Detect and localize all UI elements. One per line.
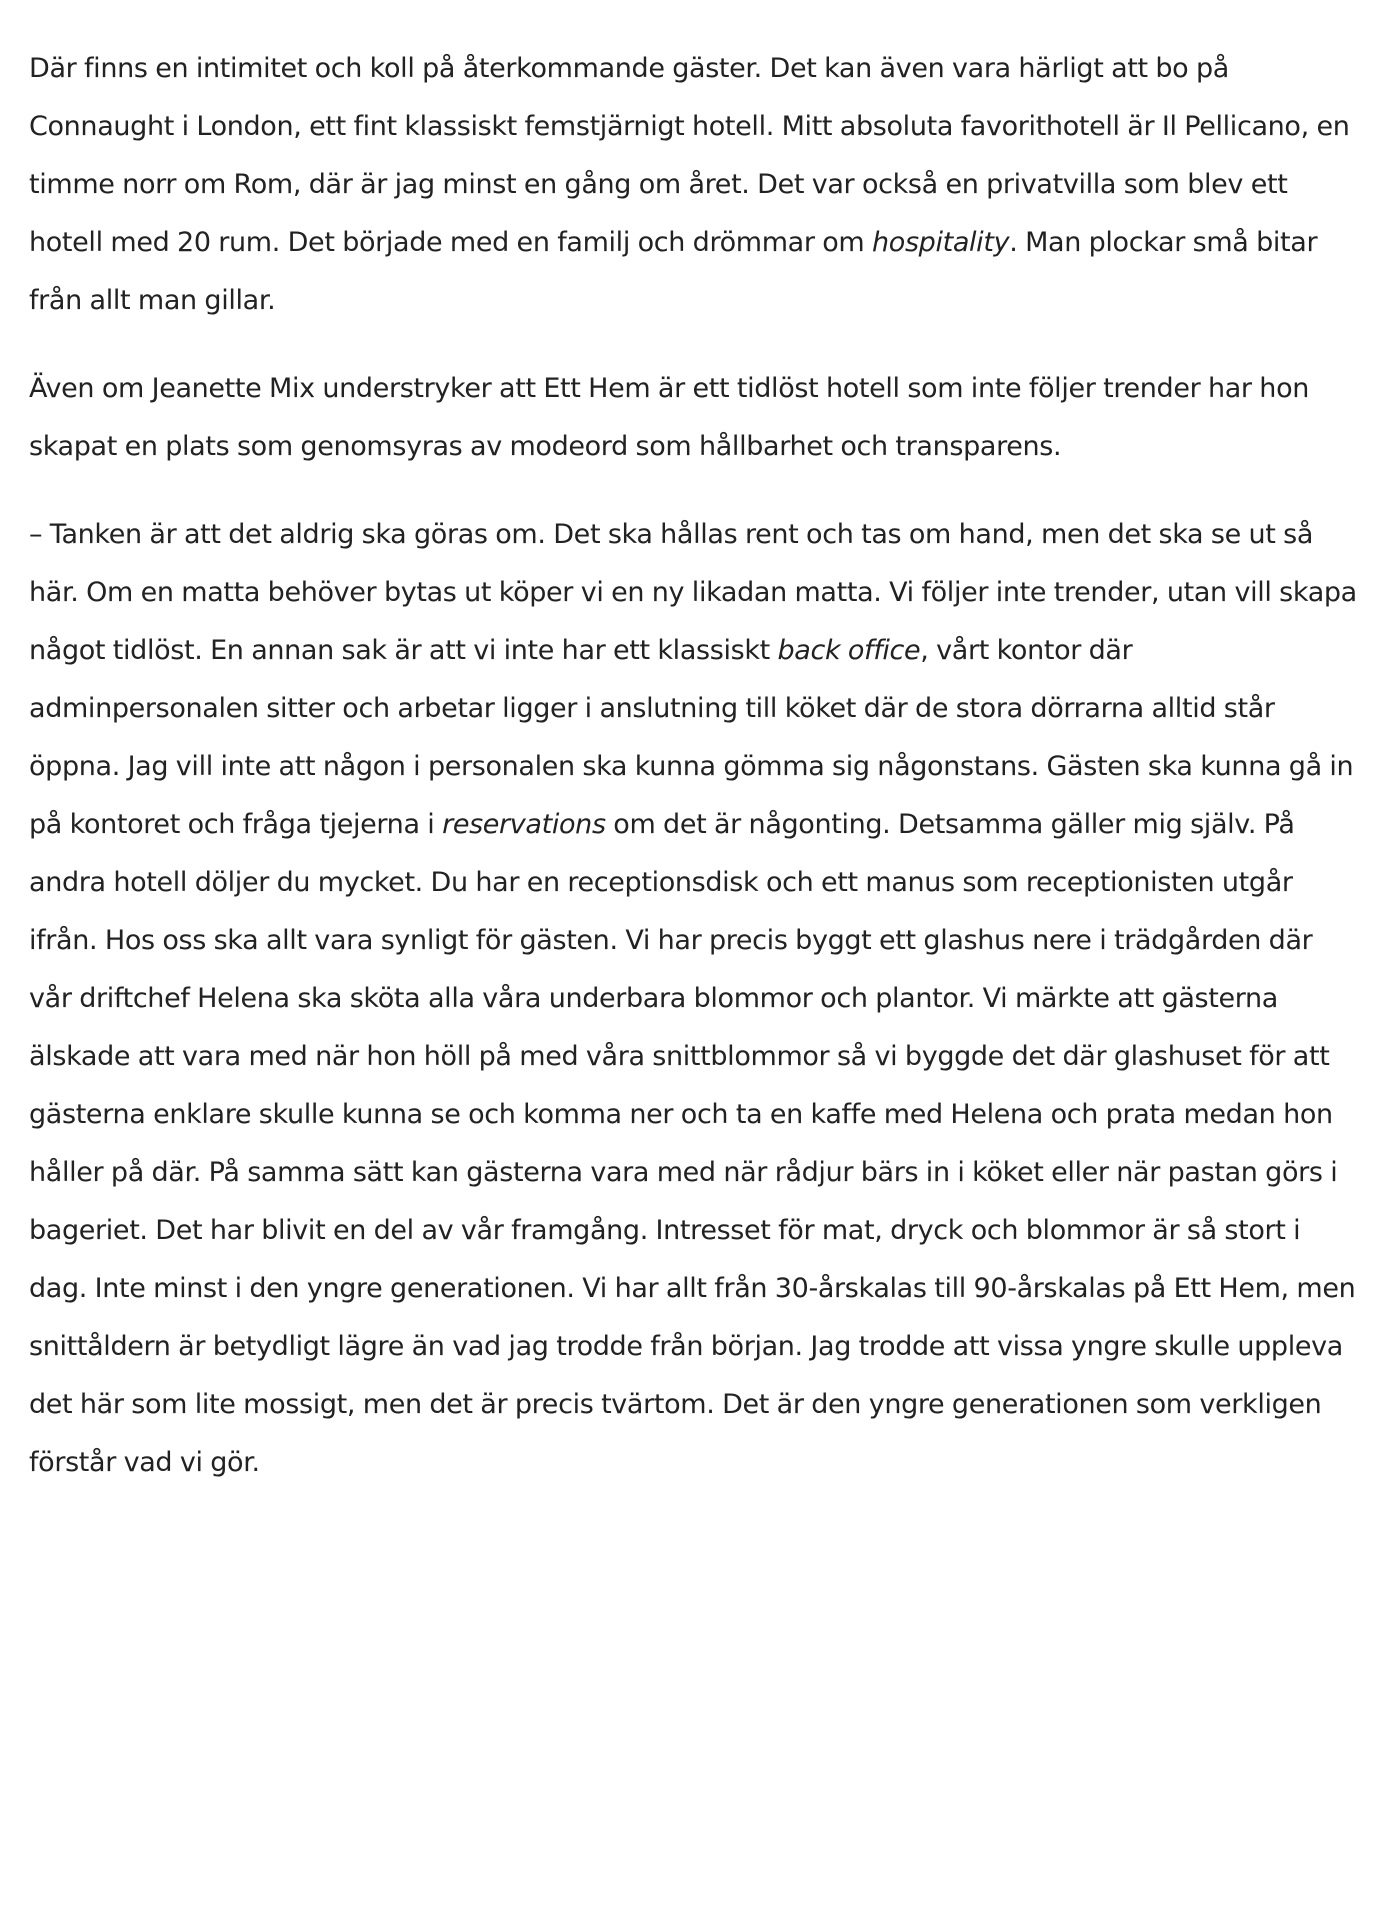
italic-term-back-office: back office [777, 635, 921, 666]
paragraph-2-text: Även om Jeanette Mix understryker att Ett Hem är ett tidlöst hotell som inte följer trender har hon skapat en plats som genomsyras av modeord som hållbarhet och transparens. [29, 373, 1309, 462]
article-body [29, 40, 1359, 1522]
paragraph-1-text-end: . Man plockar små bitar från allt man gillar. [29, 227, 1318, 316]
paragraph-3-quote [29, 506, 1359, 1492]
italic-term-hospitality: hospitality [872, 227, 1010, 258]
paragraph-2 [29, 360, 1359, 476]
paragraph-1-text: Där finns en intimitet och koll på återkommande gäster. Det kan även vara härligt att bo på Connaught i London, ett fint klassiskt femstjärnigt hotell. Mitt absoluta favorithotell är Il Pellicano, en timme norr om Rom, där är jag minst en gång om året. Det var också en privatvilla som blev ett hotell med 20 rum. Det började med en familj och drömmar om [29, 53, 1350, 258]
paragraph-3-text-end: om det är någonting. Detsamma gäller mig själv. På andra hotell döljer du mycket. Du har en receptionsdisk och ett manus som receptionisten utgår ifrån. Hos oss ska allt vara synligt för gästen. Vi har precis byggt ett glashus nere i trädgården där vår driftchef Helena ska sköta alla våra underbara blommor och plantor. Vi märkte att gästerna älskade att vara med när hon höll på med våra snittblommor så vi byggde det där glashuset för att gästerna enklare skulle kunna se och komma ner och ta en kaffe med Helena och prata medan hon håller på där. På samma sätt kan gästerna vara med när rådjur bärs in i köket eller när pastan görs i bageriet. Det har blivit en del av vår framgång. Intresset för mat, dryck och blommor är så stort i dag. Inte minst i den yngre generationen. Vi har allt från 30-årskalas till 90-årskalas på Ett Hem, men snittåldern är betydligt lägre än vad jag trodde från början. Jag trodde att vissa yngre skulle uppleva det här som lite mossigt, men det är precis tvärtom. Det är den yngre generationen som verkligen förstår vad vi gör. [29, 809, 1356, 1478]
paragraph-3-text-middle: , vårt kontor där adminpersonalen sitter och arbetar ligger i anslutning till köket där de stora dörrarna alltid står öppna. Jag vill inte att någon i personalen ska kunna gömma sig någonstans. Gästen ska kunna gå in på kontoret och fråga tjejerna i [29, 635, 1354, 840]
paragraph-1 [29, 40, 1359, 330]
italic-term-reservations: reservations [442, 809, 606, 840]
paragraph-3-text: – Tanken är att det aldrig ska göras om. Det ska hållas rent och tas om hand, men det ska se ut så här. Om en matta behöver bytas ut köper vi en ny likadan matta. Vi följer inte trender, utan vill skapa något tidlöst. En annan sak är att vi inte har ett klassiskt [29, 519, 1357, 666]
